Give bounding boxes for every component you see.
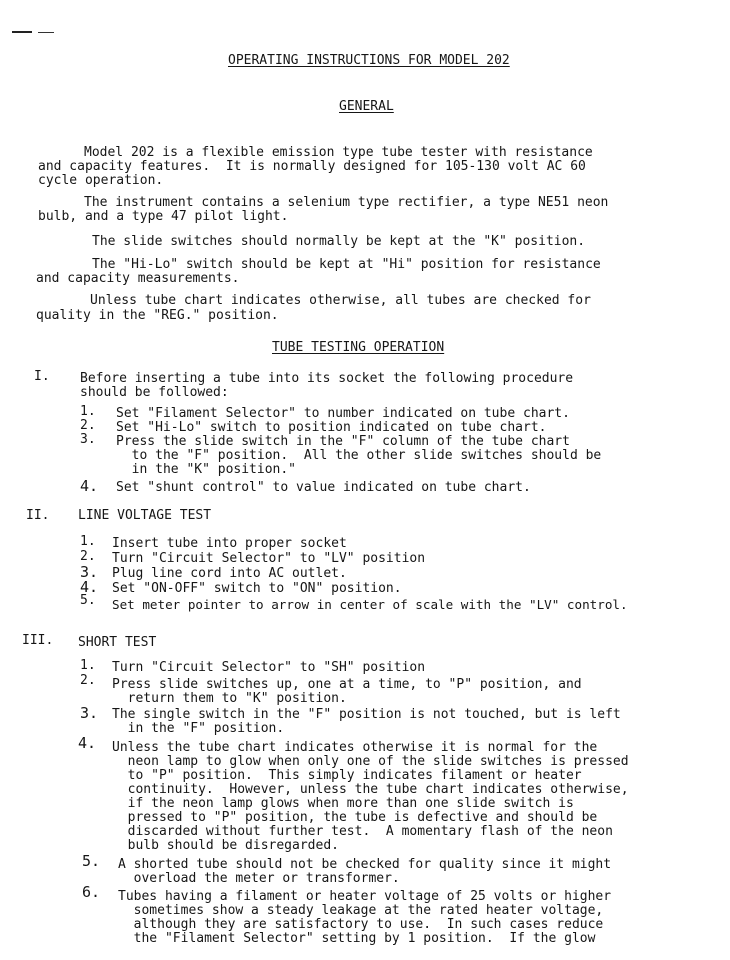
list-item-number: 2. [80,673,96,688]
general-p1-line2: and capacity features. It is normally designed for 105-130 volt AC 60 [38,159,586,174]
list-item-number: 5. [82,852,101,870]
list-item-number: 5. [80,593,96,608]
heading-tube-testing: TUBE TESTING OPERATION [272,340,445,355]
list-item-number: 4. [78,734,97,752]
list-item-text: sometimes show a steady leakage at the rated heater voltage, [118,903,604,918]
section-1-intro-line1: Before inserting a tube into its socket the following procedure [80,371,574,386]
list-item-number: 3. [80,704,99,722]
list-item-text: Set "Hi-Lo" switch to position indicated on tube chart. [116,420,547,435]
list-item-number: 3. [80,563,99,581]
list-item-text: Set "Filament Selector" to number indicated on tube chart. [116,406,570,421]
general-p4-line1: The "Hi-Lo" switch should be kept at "Hi" position for resistance [92,257,601,272]
list-item-text: Unless the tube chart indicates otherwise it is normal for the [112,740,598,755]
list-item-text: A shorted tube should not be checked for quality since it might [118,857,612,872]
general-p5-line2: quality in the "REG." position. [36,308,279,323]
section-1-intro-line2: should be followed: [80,385,229,400]
list-item-number: 4. [80,578,99,596]
list-item-text: Press the slide switch in the "F" column of the tube chart [116,434,570,449]
list-item-number: 3. [80,432,96,447]
general-p1-line1: Model 202 is a flexible emission type tube tester with resistance [84,145,593,160]
list-item-number: 4. [80,477,99,495]
list-item-text: if the neon lamp glows when more than one slide switch is [112,796,574,811]
heading-general: GENERAL [339,99,394,114]
section-numeral-1: I. [34,369,50,384]
list-item-text: pressed to "P" position, the tube is defective and should be [112,810,598,825]
list-item-number: 6. [82,883,101,901]
general-p4-line2: and capacity measurements. [36,271,240,286]
list-item-number: 1. [80,658,96,673]
list-item-text: the "Filament Selector" setting by 1 position. If the glow [118,931,596,946]
list-item-number: 1. [80,534,96,549]
list-item-text: Press slide switches up, one at a time, to "P" position, and [112,677,582,692]
list-item-text: to "P" position. This simply indicates filament or heater [112,768,582,783]
list-item-text: Set meter pointer to arrow in center of scale with the "LV" control. [112,597,628,612]
general-p2-line1: The instrument contains a selenium type rectifier, a type NE51 neon [84,195,609,210]
general-p1-line3: cycle operation. [38,173,164,188]
list-item-text: Turn "Circuit Selector" to "SH" position [112,660,426,675]
list-item-text: return them to "K" position. [112,691,347,706]
list-item-text: Plug line cord into AC outlet. [112,566,347,581]
section-3-title: SHORT TEST [78,635,157,650]
general-p2-line2: bulb, and a type 47 pilot light. [38,209,289,224]
section-numeral-2: II. [26,508,50,523]
list-item-text: overload the meter or transformer. [118,871,400,886]
list-item-text: bulb should be disregarded. [112,838,339,853]
list-item-number: 2. [80,549,96,564]
list-item-text: continuity. However, unless the tube chart indicates otherwise, [112,782,629,797]
list-item-text: Tubes having a filament or heater voltage of 25 volts or higher [118,889,612,904]
list-item-text: neon lamp to glow when only one of the slide switches is pressed [112,754,629,769]
general-p3: The slide switches should normally be kept at the "K" position. [92,234,586,249]
list-item-text: discarded without further test. A momentary flash of the neon [112,824,613,839]
list-item-number: 2. [80,418,96,433]
general-p5-line1: Unless tube chart indicates otherwise, all tubes are checked for [90,293,591,308]
corner-mark [12,30,56,34]
section-numeral-3: III. [22,633,54,648]
list-item-text: Set "shunt control" to value indicated on tube chart. [116,480,531,495]
list-item-text: in the "F" position. [112,721,285,736]
list-item-text: The single switch in the "F" position is not touched, but is left [112,707,621,722]
section-2-title: LINE VOLTAGE TEST [78,508,212,523]
list-item-text: although they are satisfactory to use. In such cases reduce [118,917,604,932]
list-item-text: Set "ON-OFF" switch to "ON" position. [112,581,402,596]
list-item-number: 1. [80,404,96,419]
page-title: OPERATING INSTRUCTIONS FOR MODEL 202 [228,53,510,68]
list-item-text: Insert tube into proper socket [112,536,347,551]
list-item-text: to the "F" position. All the other slide switches should be [116,448,602,463]
list-item-text: Turn "Circuit Selector" to "LV" position [112,551,426,566]
list-item-text: in the "K" position." [116,462,297,477]
